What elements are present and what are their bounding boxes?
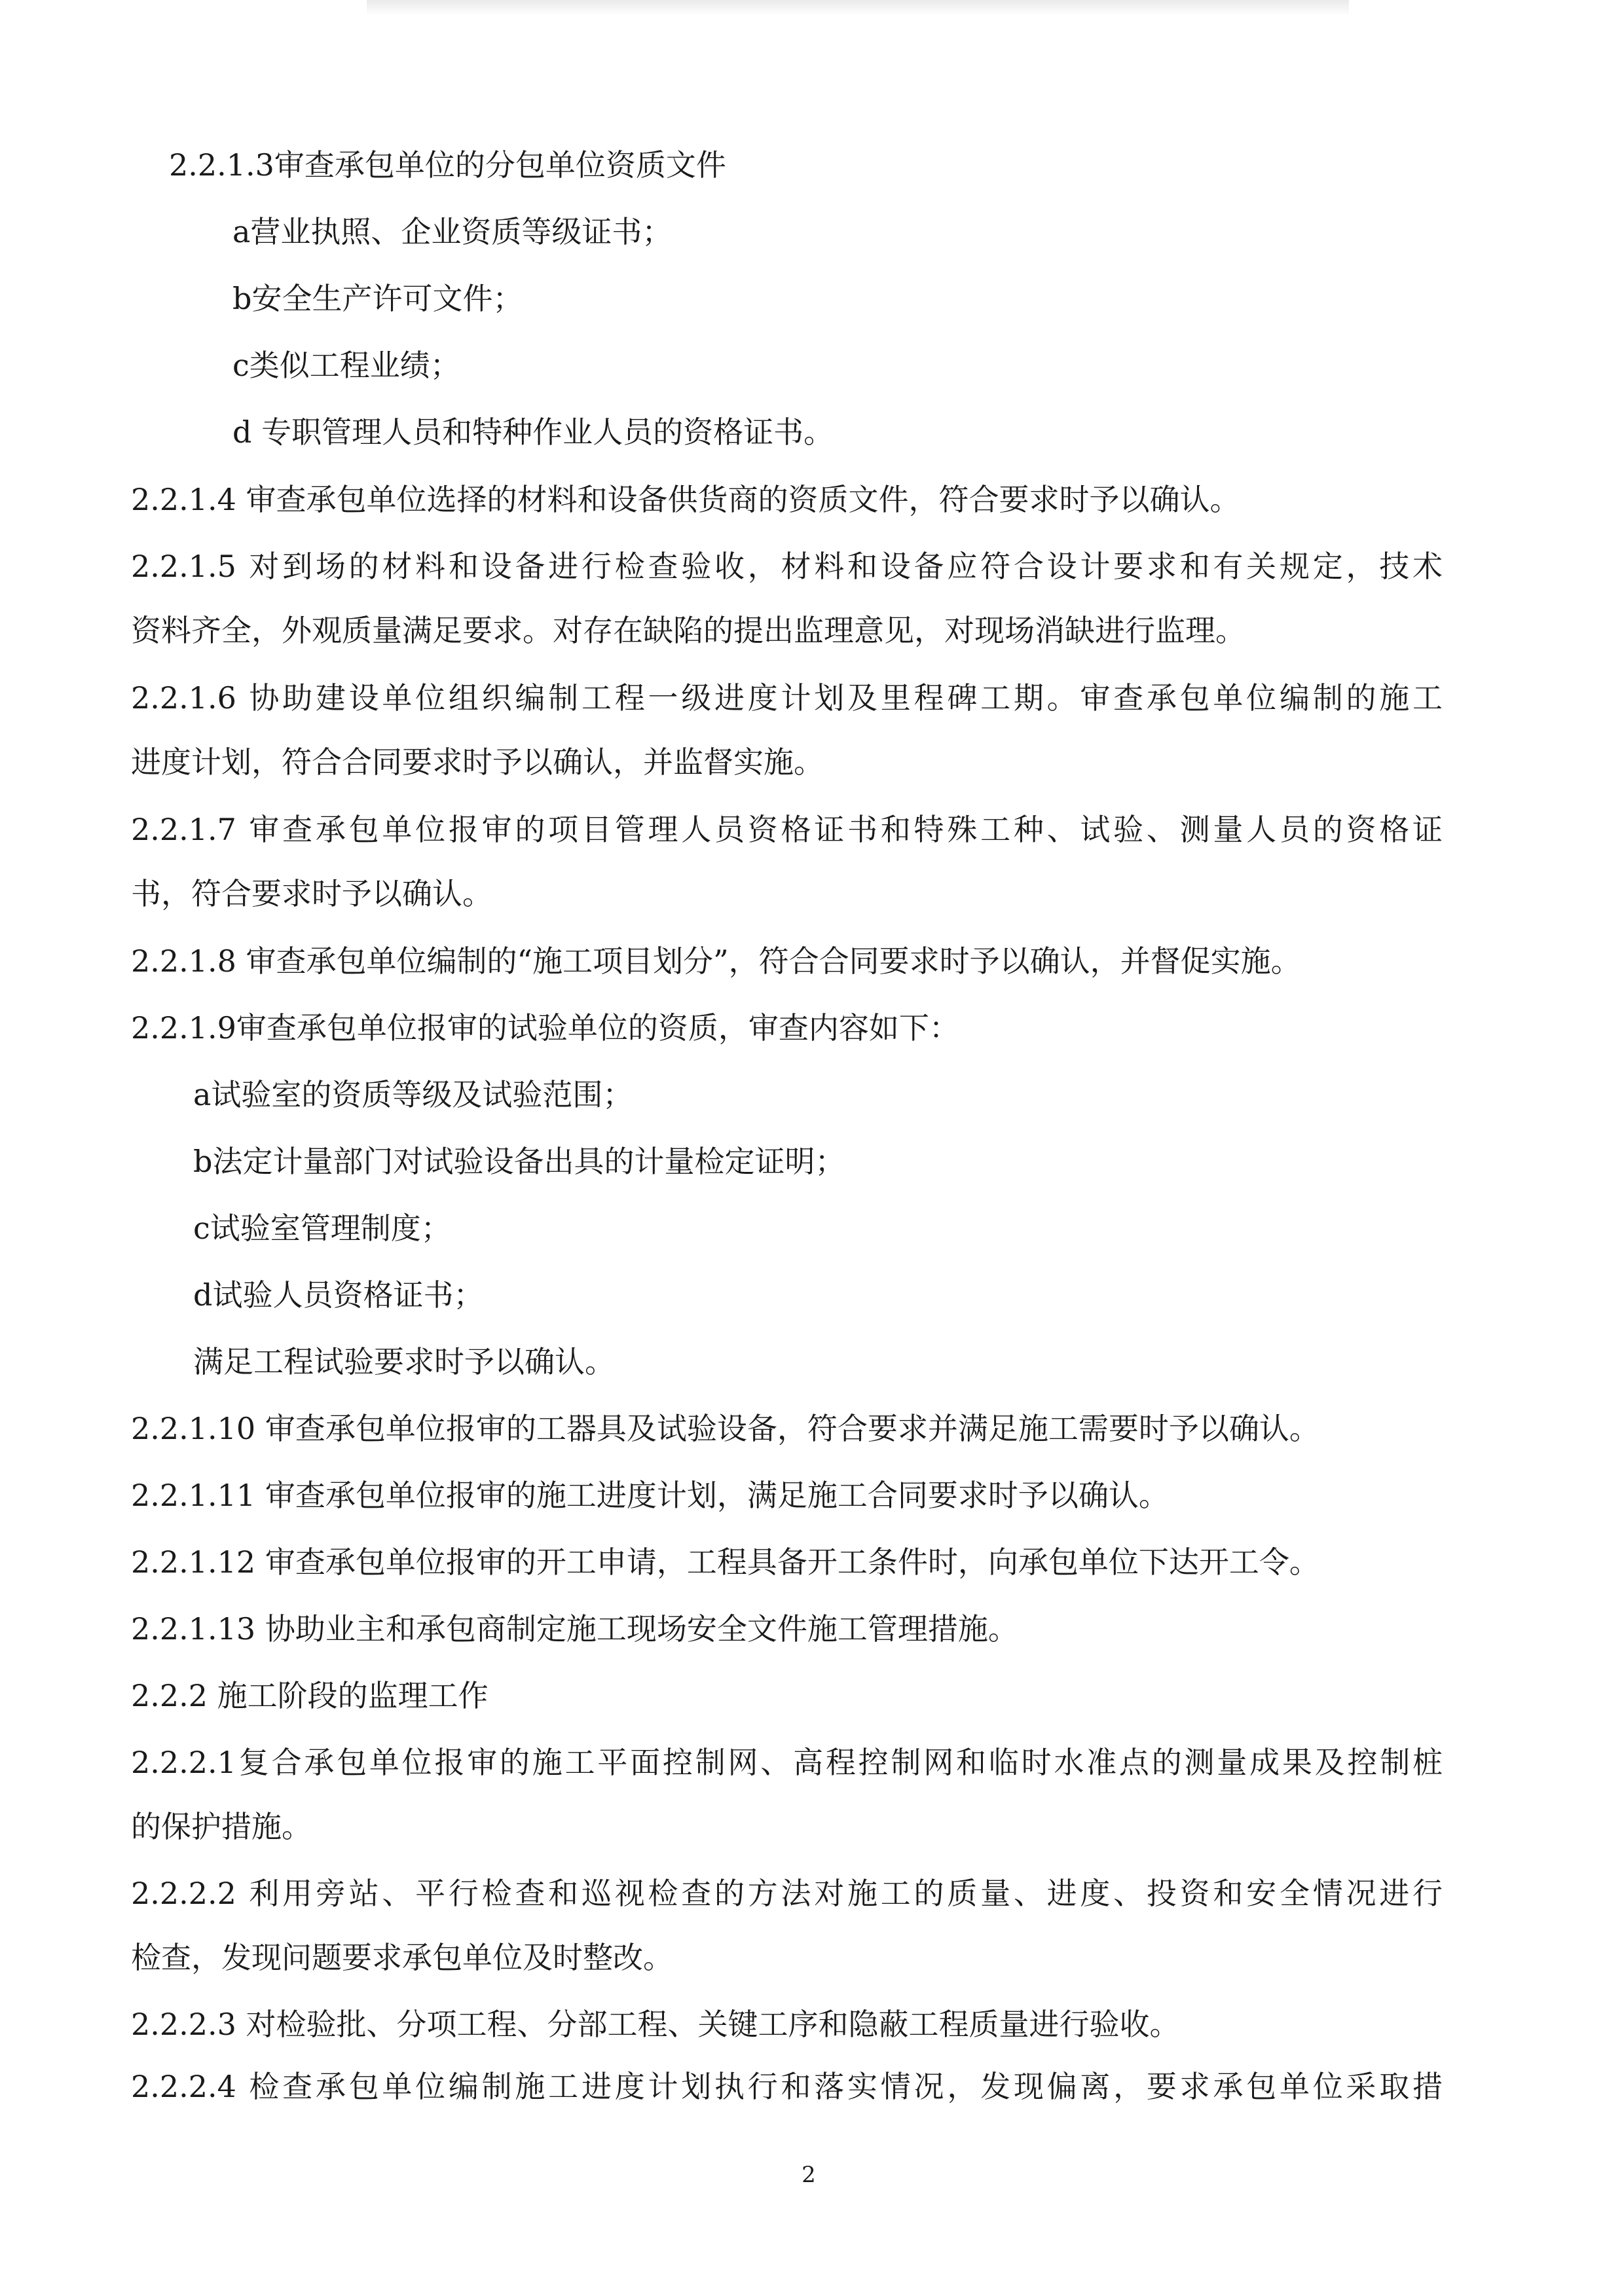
clause-2-2-2-1: 2.2.2.1复合承包单位报审的施工平面控制网、高程控制网和临时水准点的测量成果及控制桩 bbox=[131, 1745, 1443, 1780]
section-heading-2-2-2: 2.2.2 施工阶段的监理工作 bbox=[131, 1678, 489, 1713]
clause-2-2-1-7-cont: 书，符合要求时予以确认。 bbox=[131, 876, 492, 911]
clause-2-2-2-2: 2.2.2.2 利用旁站、平行检查和巡视检查的方法对施工的质量、进度、投资和安全情况进行 bbox=[131, 1876, 1443, 1911]
clause-2-2-2-1-cont: 的保护措施。 bbox=[131, 1809, 312, 1844]
clause-2-2-1-13: 2.2.1.13 协助业主和承包商制定施工现场安全文件施工管理措施。 bbox=[131, 1611, 1018, 1647]
clause-2-2-1-4: 2.2.1.4 审查承包单位选择的材料和设备供货商的资质文件，符合要求时予以确认。 bbox=[131, 482, 1240, 517]
list-item-a: a营业执照、企业资质等级证书； bbox=[232, 214, 673, 249]
clause-2-2-1-3: 2.2.1.3审查承包单位的分包单位资质文件 bbox=[169, 147, 726, 183]
list-item-b: b安全生产许可文件； bbox=[232, 281, 523, 316]
clause-2-2-1-10: 2.2.1.10 审查承包单位报审的工器具及试验设备，符合要求并满足施工需要时予以确认。 bbox=[131, 1411, 1320, 1446]
clause-2-2-1-8: 2.2.1.8 审查承包单位编制的“施工项目划分”，符合合同要求时予以确认，并督促实施。 bbox=[131, 943, 1301, 979]
clause-2-2-1-6: 2.2.1.6 协助建设单位组织编制工程一级进度计划及里程碑工期。审查承包单位编制的施工 bbox=[131, 680, 1443, 716]
clause-2-2-1-5-cont: 资料齐全，外观质量满足要求。对存在缺陷的提出监理意见，对现场消缺进行监理。 bbox=[131, 613, 1246, 648]
page-number: 2 bbox=[802, 2162, 816, 2188]
clause-2-2-1-5: 2.2.1.5 对到场的材料和设备进行检查验收，材料和设备应符合设计要求和有关规定，技术 bbox=[131, 549, 1443, 584]
clause-2-2-2-3: 2.2.2.3 对检验批、分项工程、分部工程、关键工序和隐蔽工程质量进行验收。 bbox=[131, 2007, 1180, 2042]
scan-edge-shadow bbox=[367, 0, 1349, 16]
clause-2-2-1-12: 2.2.1.12 审查承包单位报审的开工申请，工程具备开工条件时，向承包单位下达开工令。 bbox=[131, 1544, 1320, 1580]
clause-2-2-2-2-cont: 检查，发现问题要求承包单位及时整改。 bbox=[131, 1940, 673, 1975]
clause-2-2-1-6-cont: 进度计划，符合合同要求时予以确认，并监督实施。 bbox=[131, 744, 824, 780]
clause-2-2-1-9: 2.2.1.9审查承包单位报审的试验单位的资质，审查内容如下： bbox=[131, 1010, 959, 1046]
list-item-b: b法定计量部门对试验设备出具的计量检定证明； bbox=[193, 1144, 845, 1179]
list-item-c: c试验室管理制度； bbox=[193, 1211, 451, 1246]
list-item-c: c类似工程业绩； bbox=[232, 348, 460, 383]
clause-2-2-2-4: 2.2.2.4 检查承包单位编制施工进度计划执行和落实情况，发现偏离，要求承包单位采取措 bbox=[131, 2069, 1443, 2104]
list-conclusion: 满足工程试验要求时予以确认。 bbox=[193, 1344, 615, 1379]
list-item-a: a试验室的资质等级及试验范围； bbox=[193, 1077, 633, 1112]
clause-2-2-1-11: 2.2.1.11 审查承包单位报审的施工进度计划，满足施工合同要求时予以确认。 bbox=[131, 1478, 1169, 1513]
clause-2-2-1-7: 2.2.1.7 审查承包单位报审的项目管理人员资格证书和特殊工种、试验、测量人员的资格证 bbox=[131, 812, 1443, 847]
list-item-d: d试验人员资格证书； bbox=[193, 1277, 484, 1313]
list-item-d: d 专职管理人员和特种作业人员的资格证书。 bbox=[232, 414, 834, 450]
